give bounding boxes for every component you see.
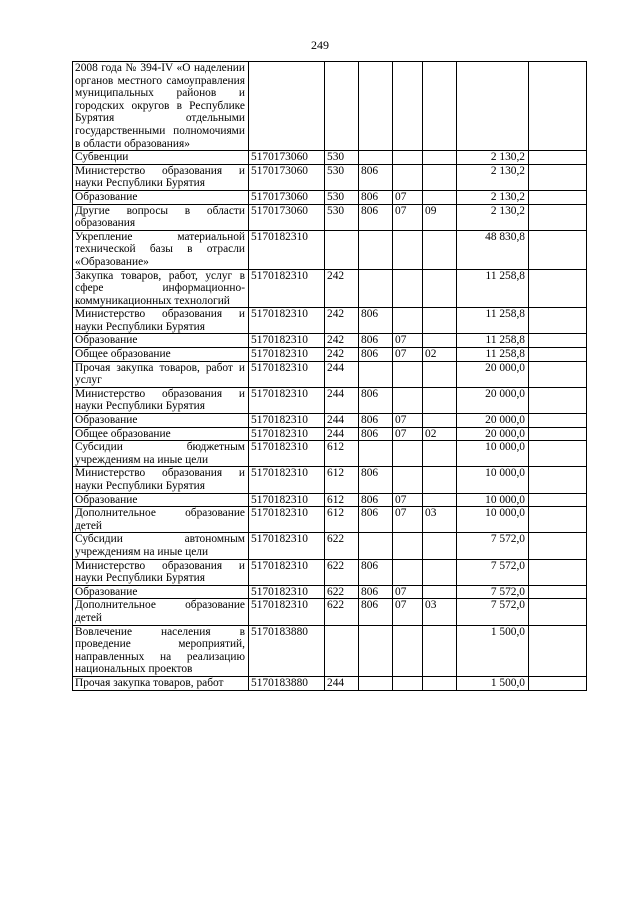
amount-cell: 11 258,8 [457,269,529,308]
target-code-cell: 5170182310 [249,269,325,308]
table-row [73,269,587,308]
amount-cell: 2 130,2 [457,164,529,190]
empty-cell [529,334,587,348]
item-name-cell: Министерство образования и науки Республики Бурятия [73,164,249,190]
amount-cell: 1 500,0 [457,676,529,690]
subsection-cell [423,441,457,467]
admin-code-cell [359,151,393,165]
target-code-cell [249,62,325,151]
amount-cell: 20 000,0 [457,427,529,441]
table-row [73,190,587,204]
item-name-cell: Укрепление материальной технической базы в отрасли «Образование» [73,230,249,269]
empty-cell [529,361,587,387]
item-name-cell: Образование [73,414,249,428]
amount-cell: 20 000,0 [457,387,529,413]
target-code-cell: 5170173060 [249,204,325,230]
table-row [73,387,587,413]
subsection-cell: 09 [423,204,457,230]
expense-type-cell: 612 [325,441,359,467]
admin-code-cell: 806 [359,493,393,507]
empty-cell [529,230,587,269]
table-row [73,676,587,690]
empty-cell [529,507,587,533]
amount-cell: 11 258,8 [457,348,529,362]
target-code-cell: 5170182310 [249,334,325,348]
table-row [73,559,587,585]
target-code-cell: 5170182310 [249,585,325,599]
empty-cell [529,599,587,625]
target-code-cell: 5170182310 [249,493,325,507]
item-name-cell: Вовлечение населения в проведение мероприятий, направленных на реализацию национальных проектов [73,625,249,676]
expense-type-cell: 244 [325,414,359,428]
target-code-cell: 5170182310 [249,308,325,334]
item-name-cell: Образование [73,190,249,204]
table-row [73,625,587,676]
item-name-cell: Субвенции [73,151,249,165]
item-name-cell: Министерство образования и науки Республики Бурятия [73,467,249,493]
amount-cell: 11 258,8 [457,334,529,348]
admin-code-cell: 806 [359,308,393,334]
expense-type-cell: 530 [325,190,359,204]
target-code-cell: 5170173060 [249,151,325,165]
table-row [73,493,587,507]
expense-type-cell: 244 [325,427,359,441]
expense-type-cell: 530 [325,164,359,190]
expense-type-cell: 244 [325,676,359,690]
target-code-cell: 5170182310 [249,414,325,428]
admin-code-cell: 806 [359,334,393,348]
item-name-cell: Субсидии автономным учреждениям на иные цели [73,533,249,559]
empty-cell [529,625,587,676]
admin-code-cell [359,269,393,308]
amount-cell: 2 130,2 [457,204,529,230]
admin-code-cell [359,676,393,690]
empty-cell [529,676,587,690]
section-cell: 07 [393,190,423,204]
empty-cell [529,559,587,585]
item-name-cell: Образование [73,493,249,507]
expense-type-cell: 622 [325,559,359,585]
table-row [73,414,587,428]
target-code-cell: 5170182310 [249,507,325,533]
section-cell [393,559,423,585]
admin-code-cell [359,230,393,269]
item-name-cell: 2008 года № 394-IV «О наделении органов местного самоуправления муниципальных районов и городских округов в Республике Бурятия отдельными государственными полномочиями в области образования» [73,62,249,151]
empty-cell [529,427,587,441]
subsection-cell [423,361,457,387]
subsection-cell [423,585,457,599]
empty-cell [529,533,587,559]
admin-code-cell: 806 [359,467,393,493]
section-cell: 07 [393,507,423,533]
subsection-cell [423,62,457,151]
section-cell [393,625,423,676]
subsection-cell: 02 [423,348,457,362]
admin-code-cell: 806 [359,414,393,428]
section-cell [393,230,423,269]
amount-cell: 10 000,0 [457,507,529,533]
target-code-cell: 5170182310 [249,387,325,413]
expense-type-cell: 530 [325,204,359,230]
expense-type-cell: 622 [325,533,359,559]
target-code-cell: 5170182310 [249,599,325,625]
amount-cell: 2 130,2 [457,151,529,165]
expense-type-cell: 612 [325,507,359,533]
table-row [73,533,587,559]
table-row [73,348,587,362]
expense-type-cell: 612 [325,493,359,507]
item-name-cell: Общее образование [73,427,249,441]
amount-cell: 7 572,0 [457,533,529,559]
admin-code-cell: 806 [359,427,393,441]
table-row [73,230,587,269]
table-row [73,62,587,151]
item-name-cell: Прочая закупка товаров, работ и услуг [73,361,249,387]
empty-cell [529,441,587,467]
subsection-cell [423,676,457,690]
item-name-cell: Дополнительное образование детей [73,507,249,533]
table-row [73,599,587,625]
subsection-cell [423,230,457,269]
expense-type-cell: 622 [325,585,359,599]
subsection-cell [423,151,457,165]
empty-cell [529,164,587,190]
item-name-cell: Прочая закупка товаров, работ [73,676,249,690]
subsection-cell [423,559,457,585]
amount-cell: 10 000,0 [457,441,529,467]
table-row [73,441,587,467]
empty-cell [529,269,587,308]
admin-code-cell [359,62,393,151]
expense-type-cell: 242 [325,348,359,362]
item-name-cell: Министерство образования и науки Республики Бурятия [73,308,249,334]
table-row [73,585,587,599]
section-cell [393,676,423,690]
section-cell: 07 [393,585,423,599]
section-cell: 07 [393,493,423,507]
item-name-cell: Министерство образования и науки Республики Бурятия [73,559,249,585]
admin-code-cell: 806 [359,204,393,230]
amount-cell: 10 000,0 [457,467,529,493]
item-name-cell: Образование [73,334,249,348]
target-code-cell: 5170182310 [249,348,325,362]
amount-cell: 20 000,0 [457,414,529,428]
section-cell [393,361,423,387]
admin-code-cell: 806 [359,348,393,362]
subsection-cell [423,190,457,204]
section-cell: 07 [393,414,423,428]
empty-cell [529,493,587,507]
amount-cell: 7 572,0 [457,585,529,599]
subsection-cell [423,308,457,334]
expense-type-cell: 612 [325,467,359,493]
target-code-cell: 5170182310 [249,467,325,493]
subsection-cell [423,533,457,559]
amount-cell: 1 500,0 [457,625,529,676]
expense-type-cell: 622 [325,599,359,625]
table-body [73,62,587,691]
subsection-cell [423,164,457,190]
table-row [73,308,587,334]
subsection-cell [423,493,457,507]
item-name-cell: Дополнительное образование детей [73,599,249,625]
empty-cell [529,467,587,493]
amount-cell: 10 000,0 [457,493,529,507]
page-number: 249 [311,38,329,52]
section-cell [393,441,423,467]
section-cell: 07 [393,427,423,441]
expense-type-cell: 244 [325,387,359,413]
table-row [73,151,587,165]
subsection-cell [423,334,457,348]
expense-type-cell: 242 [325,269,359,308]
subsection-cell: 03 [423,507,457,533]
admin-code-cell [359,533,393,559]
target-code-cell: 5170173060 [249,190,325,204]
section-cell: 07 [393,204,423,230]
subsection-cell [423,625,457,676]
admin-code-cell: 806 [359,599,393,625]
item-name-cell: Закупка товаров, работ, услуг в сфере информационно-коммуникационных технологий [73,269,249,308]
expense-type-cell [325,625,359,676]
amount-cell: 2 130,2 [457,190,529,204]
empty-cell [529,387,587,413]
subsection-cell [423,387,457,413]
section-cell [393,387,423,413]
admin-code-cell [359,441,393,467]
empty-cell [529,585,587,599]
table-row [73,467,587,493]
table-row [73,164,587,190]
target-code-cell: 5170182310 [249,441,325,467]
admin-code-cell: 806 [359,507,393,533]
target-code-cell: 5170182310 [249,559,325,585]
expense-type-cell [325,230,359,269]
section-cell [393,151,423,165]
admin-code-cell [359,625,393,676]
amount-cell: 7 572,0 [457,599,529,625]
section-cell: 07 [393,348,423,362]
item-name-cell: Общее образование [73,348,249,362]
admin-code-cell: 806 [359,387,393,413]
admin-code-cell: 806 [359,559,393,585]
section-cell [393,164,423,190]
empty-cell [529,308,587,334]
subsection-cell [423,414,457,428]
empty-cell [529,414,587,428]
target-code-cell: 5170182310 [249,230,325,269]
subsection-cell: 02 [423,427,457,441]
target-code-cell: 5170182310 [249,361,325,387]
table-row [73,334,587,348]
amount-cell: 20 000,0 [457,361,529,387]
admin-code-cell: 806 [359,190,393,204]
expense-type-cell: 242 [325,308,359,334]
empty-cell [529,62,587,151]
subsection-cell [423,269,457,308]
empty-cell [529,151,587,165]
target-code-cell: 5170182310 [249,427,325,441]
amount-cell: 48 830,8 [457,230,529,269]
item-name-cell: Министерство образования и науки Республики Бурятия [73,387,249,413]
table-row [73,361,587,387]
section-cell [393,269,423,308]
empty-cell [529,204,587,230]
section-cell [393,533,423,559]
expense-type-cell [325,62,359,151]
admin-code-cell: 806 [359,164,393,190]
section-cell: 07 [393,599,423,625]
empty-cell [529,190,587,204]
table-row [73,204,587,230]
expense-type-cell: 244 [325,361,359,387]
expense-type-cell: 530 [325,151,359,165]
table-row [73,507,587,533]
target-code-cell: 5170173060 [249,164,325,190]
empty-cell [529,348,587,362]
target-code-cell: 5170183880 [249,625,325,676]
expense-type-cell: 242 [325,334,359,348]
section-cell [393,467,423,493]
subsection-cell: 03 [423,599,457,625]
amount-cell: 11 258,8 [457,308,529,334]
section-cell: 07 [393,334,423,348]
item-name-cell: Другие вопросы в области образования [73,204,249,230]
item-name-cell: Образование [73,585,249,599]
admin-code-cell: 806 [359,585,393,599]
budget-table [72,61,587,691]
admin-code-cell [359,361,393,387]
amount-cell [457,62,529,151]
section-cell [393,62,423,151]
target-code-cell: 5170183880 [249,676,325,690]
section-cell [393,308,423,334]
subsection-cell [423,467,457,493]
table-row [73,427,587,441]
item-name-cell: Субсидии бюджетным учреждениям на иные цели [73,441,249,467]
target-code-cell: 5170182310 [249,533,325,559]
amount-cell: 7 572,0 [457,559,529,585]
